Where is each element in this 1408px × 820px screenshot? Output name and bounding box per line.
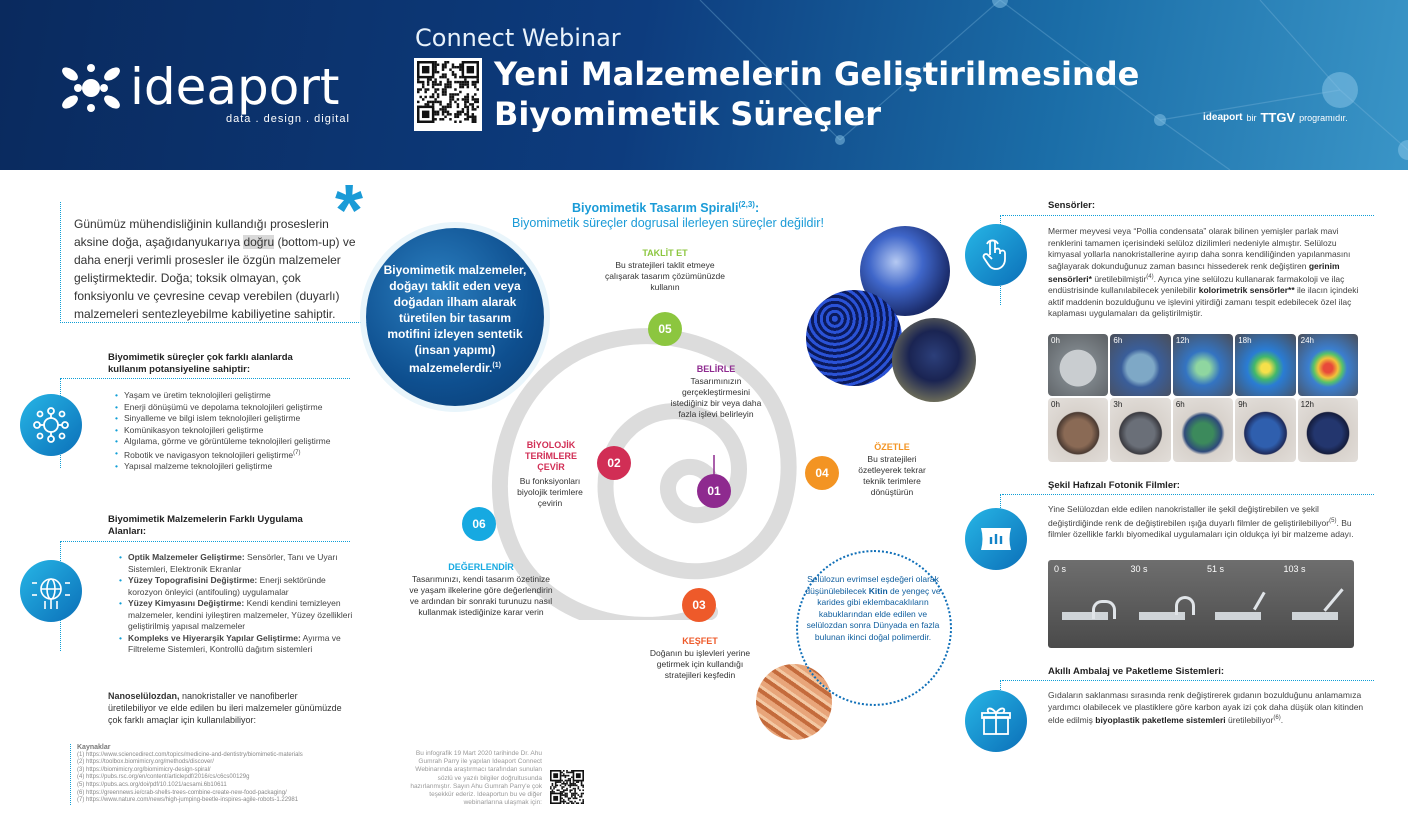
- network-icon: [20, 394, 82, 456]
- sensor-frame: 12h: [1298, 398, 1358, 462]
- touch-hand-icon: [965, 224, 1027, 286]
- sensor-frame: 18h: [1235, 334, 1295, 396]
- step-2-node: 02: [597, 446, 631, 480]
- films-paragraph: Yine Selülozdan elde edilen nanokristaller ile şekil değiştirebilen ve şekil değiştirdiğinde renk de değiştirebilen ışığa duyarlı filmler de geliştirilebiliyor$^{(5)}$. Bu filmler özellikle farklı biyomedikal uygulamaları için oldukça iyi bir malzeme adayı.: [1048, 504, 1354, 539]
- applications-heading: Biyomimetik Malzemelerin Farklı Uygulama Alanları:: [108, 514, 303, 537]
- list-item: • Yapısal malzeme teknolojileri geliştirme: [124, 461, 349, 473]
- spiral-title: Biyomimetik Tasarım Spirali$^{(2,3)}$:: [572, 200, 760, 216]
- packaging-heading: Akıllı Ambalaj ve Paketleme Sistemleri:: [1048, 666, 1225, 677]
- film-frame: 103 s: [1278, 560, 1355, 648]
- references-title: Kaynaklar: [77, 744, 111, 751]
- step-6-node: 06: [462, 507, 496, 541]
- step-1-body: Tasarımınızın gerçekleştirmesini istediğiniz bir veya daha fazla işlevi belirleyin: [670, 376, 762, 419]
- step-4-title: ÖZETLE: [874, 442, 910, 452]
- footer-qr-code[interactable]: [550, 770, 584, 809]
- title-line-1: Yeni Malzemelerin Geliştirilmesinde: [494, 55, 1140, 93]
- brand-wordmark: ideaport: [130, 58, 340, 116]
- packaging-paragraph: Gıdaların saklanması sırasında renk değiştirerek gıdanın bozulduğunu anlamamıza yardımcı olabilecek ve plastiklere göre karbon ayak izi çok daha düşük olan kitinden elde edilmiş biyoplastik paketleme sistemleri üretilebiliyor$^{(6)}$.: [1048, 690, 1364, 725]
- sensor-frame: 6h: [1110, 334, 1170, 396]
- sensor-frame: 0h: [1048, 334, 1108, 396]
- sensor-frame: 24h: [1298, 334, 1358, 396]
- films-heading: Şekil Hafızalı Fotonik Filmler:: [1048, 480, 1180, 491]
- list-item: • Sinyalleme ve bilgi islem teknolojileri geliştirme: [124, 413, 349, 425]
- reference-item[interactable]: (1) https://www.sciencedirect.com/topics/medicine-and-dentistry/biomimetic-materials: [77, 751, 303, 758]
- sensor-frame: 0h: [1048, 398, 1108, 462]
- credit-bir: bir: [1246, 112, 1257, 123]
- applications-divider: [60, 541, 350, 542]
- list-item: • Optik Malzemeler Geliştirme: Sensörler, Tanı ve Uyarı Sistemleri, Elektronik Ekranlar: [128, 552, 354, 575]
- film-frame: 0 s: [1048, 560, 1125, 648]
- list-item: • Robotik ve navigasyon teknolojileri geliştirme$^{(7)}$: [124, 448, 349, 461]
- reference-item[interactable]: (3) https://biomimicry.org/biomimicry-design-spiral/: [77, 766, 211, 773]
- step-2-body: Bu fonksiyonları biyolojik terimlere çevirin: [517, 476, 583, 508]
- sensor-timeline-row-2: [1048, 398, 1358, 462]
- highlighted-word: doğru: [243, 235, 275, 249]
- page-title: [494, 54, 1139, 134]
- step-3-node: 03: [682, 588, 716, 622]
- chip-globe-icon: [20, 560, 82, 622]
- step-3-title: KEŞFET: [682, 636, 718, 646]
- reference-item[interactable]: (6) https://greennews.ie/crab-shells-trees-combine-create-new-food-packaging/: [77, 789, 287, 796]
- list-item: • Algılama, görme ve görüntüleme teknolojileri geliştirme: [124, 436, 349, 448]
- step-4-node: 04: [805, 456, 839, 490]
- step-5-node: 05: [648, 312, 682, 346]
- sensors-paragraph: Mermer meyvesi veya “Pollia condensata” olarak bilinen yemişler parlak mavi renklerini tamamen içerisindeki selüloz dizilimleri nedeniyle almıştır. Selülozu kimyasal yollarla nanokristallerine ayırıp daha sonra kendiliğinden yapılanmasını sağlayarak dokunduğunuz zaman basıncı hissederek renk değiştiren gerinim sensörleri* üretilebilmiştir$^{(4)}$. Ayrıca yine selülozu kullanarak farmakoloji ve ilaç endüstrisinde kullanılabilecek yenilebilir kolorimetrik sensörler** ile ilacın içindeki aktif maddenin bozulduğunu ve işlevini yitirdiği zamanı tespit edebilecek özel ilaç kaplaması uygulamaları da geliştirilmiştir.: [1048, 226, 1359, 319]
- series-label: Connect Webinar: [415, 24, 621, 52]
- definition-text: Biyomimetik malzemeler, doğayı taklit eden veya doğadan ilham alarak türetilen bir tasarım motifini izleyen sentetik (insan yapımı) malzemelerdir.$^{(1)}$: [383, 263, 527, 375]
- berry-cluster-photo: [892, 318, 976, 402]
- credit-suffix: programıdır.: [1299, 112, 1348, 123]
- reference-item[interactable]: (7) https://www.nature.com/news/high-jumping-beetle-inspires-agile-robots-1.22981: [77, 797, 299, 804]
- title-line-2: Biyomimetik Süreçler: [494, 95, 881, 133]
- areas-list: [114, 390, 349, 472]
- sensor-frame: 9h: [1235, 398, 1295, 462]
- list-item: • Kompleks ve Hiyerarşik Yapılar Geliştirme: Ayırma ve Filtreleme Sistemleri, Kontrollü dağıtım sistemleri: [128, 633, 354, 656]
- intro-paragraph: Günümüz mühendisliğinin kullandığı proseslerin aksine doğa, aşağıdanyukarıya doğru (bottom-up) ve daha enerji verimli prosesler ile özgün malzemeler geliştirmektedir. Doğa; toksik olmayan, çok fonksiyonlu ve çevresine cevap verebilen (duyarlı) malzemeleri sentezleyebilme kabiliyetine sahiptir.: [74, 217, 356, 321]
- program-credit: [1203, 110, 1348, 125]
- spiral-subtitle: Biyomimetik süreçler dogrusal ilerleyen süreçler değildir!: [512, 216, 824, 230]
- sensors-divider: [1002, 215, 1374, 216]
- list-item: • Komünikasyon teknolojileri geliştirme: [124, 425, 349, 437]
- sensor-frame: 6h: [1173, 398, 1233, 462]
- step-5-body: Bu stratejileri taklit etmeye çalışarak tasarım çözümünüzde kullanın: [605, 260, 725, 292]
- step-1-node: 01: [697, 474, 731, 508]
- asterisk-icon: *: [335, 171, 364, 251]
- brand-tagline: data . design . digital: [226, 113, 350, 125]
- header-banner: [0, 0, 1408, 170]
- list-item: • Yaşam ve üretim teknolojileri geliştirme: [124, 390, 349, 402]
- nanoselulose-paragraph: Nanoselülozdan, nanokristaller ve nanofiberler üretilebiliyor ve elde edilen bu ileri malzemeler günümüzde çok farklı amaçlar için kullanılabiliyor:: [108, 691, 342, 725]
- step-5-title: TAKLİT ET: [642, 248, 688, 258]
- packaging-divider: [1002, 680, 1374, 681]
- ttgv-logo: TTGV: [1260, 110, 1296, 125]
- film-chart-icon: [965, 508, 1027, 570]
- infographic-credit: Bu infografik 19 Mart 2020 tarihinde Dr. Ahu Gumrah Parry ile yapılan Ideaport Connect Webinarında araştırmacı tarafından sunulan sözlü ve yazılı bilgiler doğrultusunda hazırlanmıştır. Sayın Ahu Gumrah Parry'e çok teşekkür ederiz. Ideaportun bu ve diğer webinarlarına ulaşmak için:: [410, 750, 542, 807]
- step-3-body: Doğanın bu işlevleri yerine getirmek için kullandığı stratejileri keşfedin: [649, 648, 751, 680]
- header-qr-code[interactable]: [414, 58, 482, 131]
- credit-brand: ideaport: [1203, 112, 1243, 123]
- ideaport-logo-icon: [56, 60, 128, 116]
- sensors-heading: Sensörler:: [1048, 200, 1095, 211]
- film-motion-photo: [1048, 560, 1354, 648]
- film-frame: 30 s: [1125, 560, 1202, 648]
- applications-list: [118, 552, 354, 656]
- areas-heading: Biyomimetik süreçler çok farklı alanlarda kullanım potansiyeline sahiptir:: [108, 352, 293, 375]
- gift-package-icon: [965, 690, 1027, 752]
- chitin-text: Selülozun evrimsel eşdeğeri olarak düşünülebilecek Kitin de yengeç ve karides gibi eklembacaklıların kabuklarından elde edilen ve selülozdan sonra Dünyada en fazla bulunan ikinci doğal polimerdir.: [805, 574, 941, 642]
- reference-item[interactable]: (5) https://pubs.acs.org/doi/pdf/10.1021/acsami.6b10611: [77, 781, 227, 788]
- reference-item[interactable]: (2) https://toolbox.biomimicry.org/methods/discover/: [77, 759, 214, 766]
- areas-divider: [60, 378, 350, 379]
- step-1-title: BELİRLE: [696, 364, 736, 374]
- reference-item[interactable]: (4) https://pubs.rsc.org/en/content/articlepdf/2016/cs/c6cs00129g: [77, 774, 250, 781]
- film-frame: 51 s: [1201, 560, 1278, 648]
- list-item: • Yüzey Kimyasını Değiştirme: Kendi kendini temizleyen malzemeler, kendini iyileştiren malzemeler, Yüzey özellikleri geliştirilmiş yapısal malzemeler: [128, 598, 354, 633]
- references: [70, 744, 371, 805]
- sensor-frame: 12h: [1173, 334, 1233, 396]
- list-item: • Yüzey Topografisini Değiştirme: Enerji sektöründe korozyon önleyici (antifouling) uygulamalar: [128, 575, 354, 598]
- step-2-title: BİYOLOJİK TERİMLERE ÇEVİR: [524, 440, 577, 472]
- films-divider: [1002, 494, 1374, 495]
- step-4-body: Bu stratejileri özetleyerek tekrar teknik terimlere dönüştürün: [858, 454, 926, 497]
- step-6-title: DEĞERLENDİR: [448, 562, 514, 572]
- list-item: • Enerji dönüşümü ve depolama teknolojileri geliştirme: [124, 402, 349, 414]
- sensor-timeline-row-1: [1048, 334, 1358, 396]
- cellulose-structure-photo: [806, 290, 902, 386]
- step-6-body: Tasarımınızı, kendi tasarım özetinize ve yaşam ilkelerine göre değerlendirin ve ardından bir sonraki turunuzu nasıl kullanmak istediğinize karar verin: [409, 574, 553, 617]
- sensor-frame: 3h: [1110, 398, 1170, 462]
